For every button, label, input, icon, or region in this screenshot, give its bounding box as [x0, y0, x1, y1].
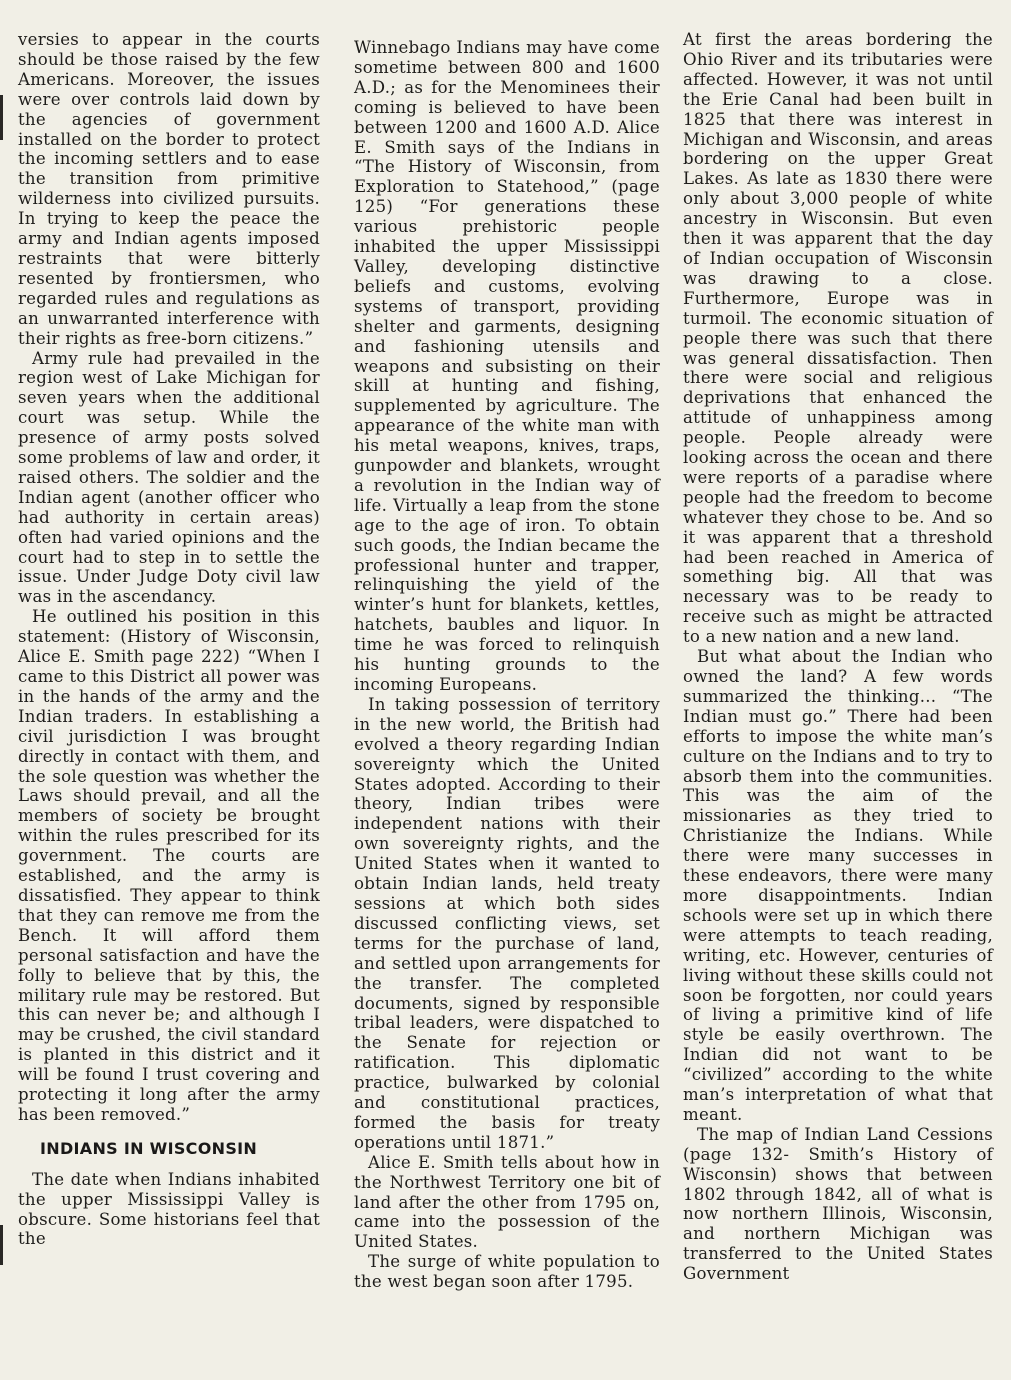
paragraph: The surge of white population to the west began soon after 1795. — [354, 1252, 660, 1292]
middle-column — [354, 38, 660, 1292]
paragraph: But what about the Indian who owned the land? A few words summarized the thinking... “The Indian must go.” There had been efforts to impose the white man’s culture on the Indians and to try to absorb them into the communities. This was the aim of the missionaries as they tried to Christianize the Indians. While there were many successes in these endeavors, there were many more disappointments. Indian schools were set up in which there were attempts to teach reading, writing, etc. However, centuries of living without these skills could not soon be forgotten, nor could years of living a primitive kind of life style be easily overthrown. The Indian did not want to be “civilized” according to the white man’s interpretation of what that meant. — [683, 647, 993, 1124]
paragraph: versies to appear in the courts should be those raised by the few Americans. Moreover, the issues were over controls laid down by the agencies of government installed on the border to protect the incoming settlers and to ease the transition from primitive wilderness into civilized pursuits. In trying to keep the peace the army and Indian agents imposed restraints that were bitterly resented by frontiersmen, who regarded rules and regulations as an unwarranted interference with their rights as free-born citizens.” — [18, 30, 320, 348]
paragraph: The map of Indian Land Cessions (page 132- Smith’s History of Wisconsin) shows that between 1802 through 1842, all of what is now northern Illinois, Wisconsin, and northern Michigan was transferred to the United States Government — [683, 1124, 993, 1284]
left-column — [18, 30, 320, 1249]
paragraph: In taking possession of territory in the new world, the British had evolved a theory regarding Indian sovereignty which the United States adopted. According to their theory, Indian tribes were independent nations with their own sovereignty rights, and the United States when it wanted to obtain Indian lands, held treaty sessions at which both sides discussed conflicting views, set terms for the purchase of land, and settled upon arrangements for the transfer. The completed documents, signed by responsible tribal leaders, were dispatched to the Senate for rejection or ratification. This diplomatic practice, bulwarked by colonial and constitutional practices, formed the basis for treaty operations until 1871.” — [354, 694, 660, 1152]
paragraph: Army rule had prevailed in the region west of Lake Michigan for seven years when the additional court was setup. While the presence of army posts solved some problems of law and order, it raised others. The soldier and the Indian agent (another officer who had authority in certain areas) often had varied opinions and the court had to step in to settle the issue. Under Judge Doty civil law was in the ascendancy. — [18, 348, 320, 607]
paragraph: He outlined his position in this statement: (History of Wisconsin, Alice E. Smith page 222) “When I came to this District all power was in the hands of the army and the Indian traders. In establishing a civil jurisdiction I was brought directly in contact with them, and the sole question was whether the Laws should prevail, and all the members of society be brought within the rules prescribed for its government. The courts are established, and the army is dissatisfied. They appear to think that they can remove me from the Bench. It will afford them personal satisfaction and have the folly to believe that by this, the military rule may be restored. But this can never be; and although I may be crushed, the civil standard is planted in this district and it will be found I trust covering and protecting it long after the army has been removed.” — [18, 607, 320, 1124]
page-edge-mark — [0, 1225, 3, 1265]
paragraph: Winnebago Indians may have come sometime between 800 and 1600 A.D.; as for the Menominees their coming is believed to have been between 1200 and 1600 A.D. Alice E. Smith says of the Indians in “The History of Wisconsin, from Exploration to Statehood,” (page 125) “For generations these various prehistoric people inhabited the upper Mississippi Valley, developing distinctive beliefs and customs, evolving systems of transport, providing shelter and garments, designing and fashioning utensils and weapons and subsisting on their skill at hunting and fishing, supplemented by agriculture. The appearance of the white man with his metal weapons, knives, traps, gunpowder and blankets, wrought a revolution in the Indian way of life. Virtually a leap from the stone age to the age of iron. To obtain such goods, the Indian became the professional hunter and trapper, relinquishing the yield of the winter’s hunt for blankets, kettles, hatchets, baubles and liquor. In time he was forced to relinquish his hunting grounds to the incoming Europeans. — [354, 38, 660, 694]
section-heading: INDIANS IN WISCONSIN — [40, 1138, 258, 1158]
right-column — [683, 30, 993, 1284]
paragraph: At first the areas bordering the Ohio River and its tributaries were affected. However, it was not until the Erie Canal had been built in 1825 that there was interest in Michigan and Wisconsin, and areas bordering on the upper Great Lakes. As late as 1830 there were only about 3,000 people of white ancestry in Wisconsin. But even then it was apparent that the day of Indian occupation of Wisconsin was drawing to a close. Furthermore, Europe was in turmoil. The economic situation of people there was such that there was general dissatisfaction. Then there were social and religious deprivations that enhanced the attitude of unhappiness among people. People already were looking across the ocean and there were reports of a paradise where people had the freedom to become whatever they chose to be. And so it was apparent that a threshold had been reached in America of something big. All that was necessary was to be ready to receive such as might be attracted to a new nation and a new land. — [683, 30, 993, 647]
paragraph: Alice E. Smith tells about how in the Northwest Territory one bit of land after the other from 1795 on, came into the possession of the United States. — [354, 1152, 660, 1252]
page-edge-mark — [0, 95, 3, 140]
paragraph: The date when Indians inhabited the upper Mississippi Valley is obscure. Some historians feel that the — [18, 1169, 320, 1249]
